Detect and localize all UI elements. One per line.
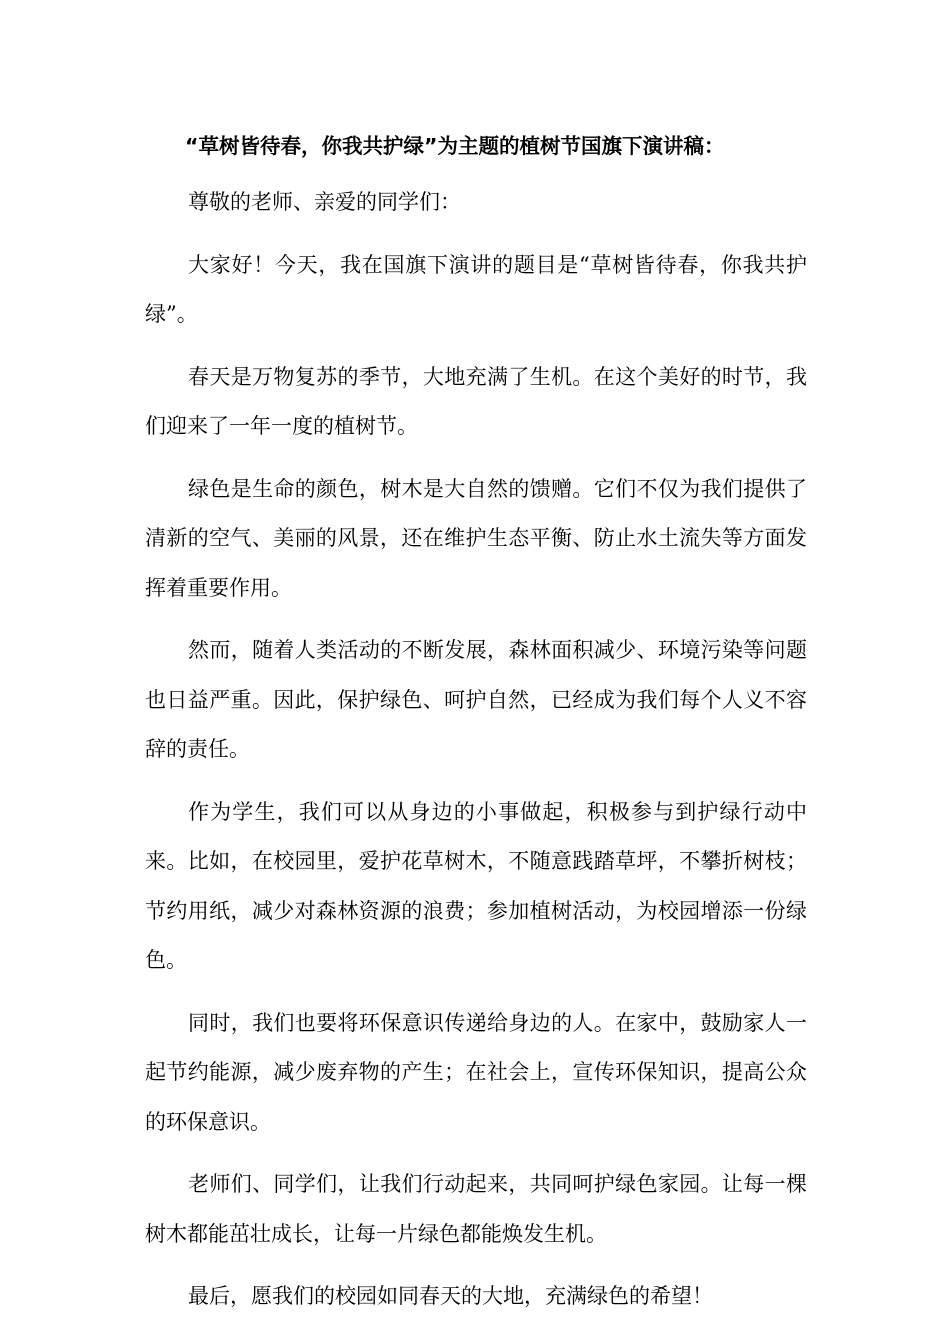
document-body: [145, 128, 807, 1335]
paragraph-student-actions: 作为学生，我们可以从身边的小事做起，积极参与到护绿行动中来。比如，在校园里，爱护花草树木，不随意践踏草坪，不攀折树枝；节约用纸，减少对森林资源的浪费；参加植树活动，为校园增添一份绿色。: [145, 799, 807, 972]
document-title: “草树皆待春，你我共护绿”为主题的植树节国旗下演讲稿：: [185, 134, 725, 158]
paragraph-spread-awareness: 同时，我们也要将环保意识传递给身边的人。在家中，鼓励家人一起节约能源，减少废弃物的产生；在社会上，宣传环保知识，提高公众的环保意识。: [145, 1010, 807, 1134]
paragraph-problems: 然而，随着人类活动的不断发展，森林面积减少、环境污染等问题也日益严重。因此，保护绿色、呵护自然，已经成为我们每个人义不容辞的责任。: [145, 638, 807, 761]
paragraph-closing: 最后，愿我们的校园如同春天的大地，充满绿色的希望！: [188, 1284, 713, 1308]
paragraph-call-to-action: 老师们、同学们，让我们行动起来，共同呵护绿色家园。让每一棵树木都能茁壮成长，让每一片绿色都能焕发生机。: [145, 1172, 807, 1246]
paragraph-salutation: 尊敬的老师、亲爱的同学们：: [188, 190, 461, 214]
paragraph-spring: 春天是万物复苏的季节，大地充满了生机。在这个美好的时节，我们迎来了一年一度的植树节。: [145, 364, 807, 438]
paragraph-opening: 大家好！今天，我在国旗下演讲的题目是“草树皆待春，你我共护绿”。: [145, 252, 807, 326]
paragraph-green-life: 绿色是生命的颜色，树木是大自然的馈赠。它们不仅为我们提供了清新的空气、美丽的风景，还在维护生态平衡、防止水土流失等方面发挥着重要作用。: [145, 476, 807, 600]
